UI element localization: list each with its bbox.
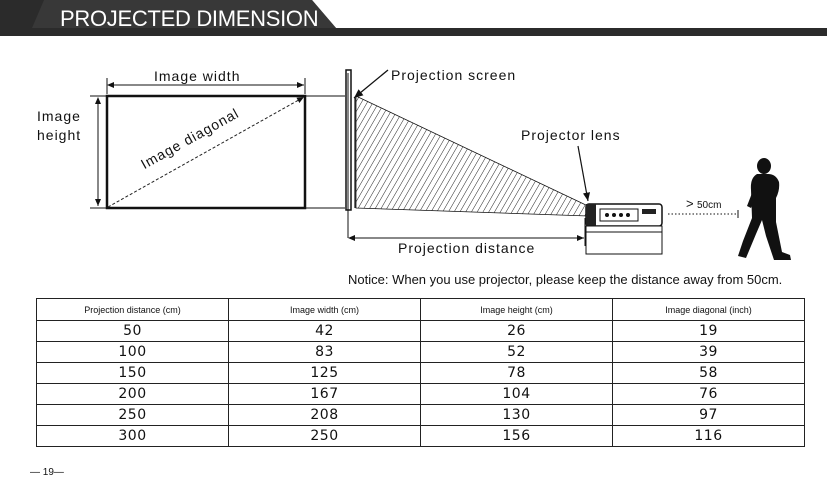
projection-screen-side [346, 70, 355, 238]
person-silhouette [738, 158, 791, 260]
cell-height: 130 [421, 405, 613, 426]
cell-diagonal: 76 [613, 384, 805, 405]
cell-diagonal: 116 [613, 426, 805, 447]
cell-width: 42 [229, 321, 421, 342]
cell-distance: 100 [37, 342, 229, 363]
projection-distance-label: Projection distance [398, 240, 536, 256]
page-title: PROJECTED DIMENSION [60, 6, 319, 31]
safety-notice: Notice: When you use projector, please keep the distance away from 50cm. [348, 272, 783, 287]
screen-rectangle [107, 96, 305, 208]
cell-diagonal: 39 [613, 342, 805, 363]
cell-diagonal: 97 [613, 405, 805, 426]
image-diagonal-label: Image diagonal [138, 104, 242, 172]
table-header-row [37, 299, 805, 321]
image-width-label: Image width [154, 68, 241, 84]
table-row [37, 342, 805, 363]
projector-lens-label: Projector lens [521, 127, 621, 143]
min-distance-symbol: > [686, 196, 694, 211]
cell-distance: 150 [37, 363, 229, 384]
cell-height: 156 [421, 426, 613, 447]
table-row [37, 321, 805, 342]
cell-height: 52 [421, 342, 613, 363]
cell-width: 125 [229, 363, 421, 384]
header-projection-distance: Projection distance (cm) [37, 299, 229, 321]
cell-width: 83 [229, 342, 421, 363]
projection-diagram [0, 38, 827, 293]
cell-distance: 200 [37, 384, 229, 405]
table-row [37, 426, 805, 447]
cell-width: 250 [229, 426, 421, 447]
light-beam [356, 96, 588, 216]
table-row [37, 363, 805, 384]
cell-distance: 300 [37, 426, 229, 447]
height-dimension [90, 96, 106, 208]
projection-table [36, 298, 805, 447]
table-row [37, 405, 805, 426]
cell-height: 26 [421, 321, 613, 342]
cell-width: 167 [229, 384, 421, 405]
cell-width: 208 [229, 405, 421, 426]
header-image-width: Image width (cm) [229, 299, 421, 321]
cell-distance: 50 [37, 321, 229, 342]
header-image-height: Image height (cm) [421, 299, 613, 321]
image-height-label-line1: Image [37, 108, 81, 124]
cell-height: 104 [421, 384, 613, 405]
table-row [37, 384, 805, 405]
min-distance-label: 50cm [697, 200, 722, 211]
projector-device [586, 204, 662, 254]
cell-diagonal: 58 [613, 363, 805, 384]
cell-diagonal: 19 [613, 321, 805, 342]
header-image-diagonal: Image diagonal (inch) [613, 299, 805, 321]
projection-screen-label: Projection screen [391, 67, 517, 83]
image-height-label-line2: height [37, 127, 82, 143]
cell-height: 78 [421, 363, 613, 384]
page-number: — 19— [30, 467, 64, 478]
cell-distance: 250 [37, 405, 229, 426]
